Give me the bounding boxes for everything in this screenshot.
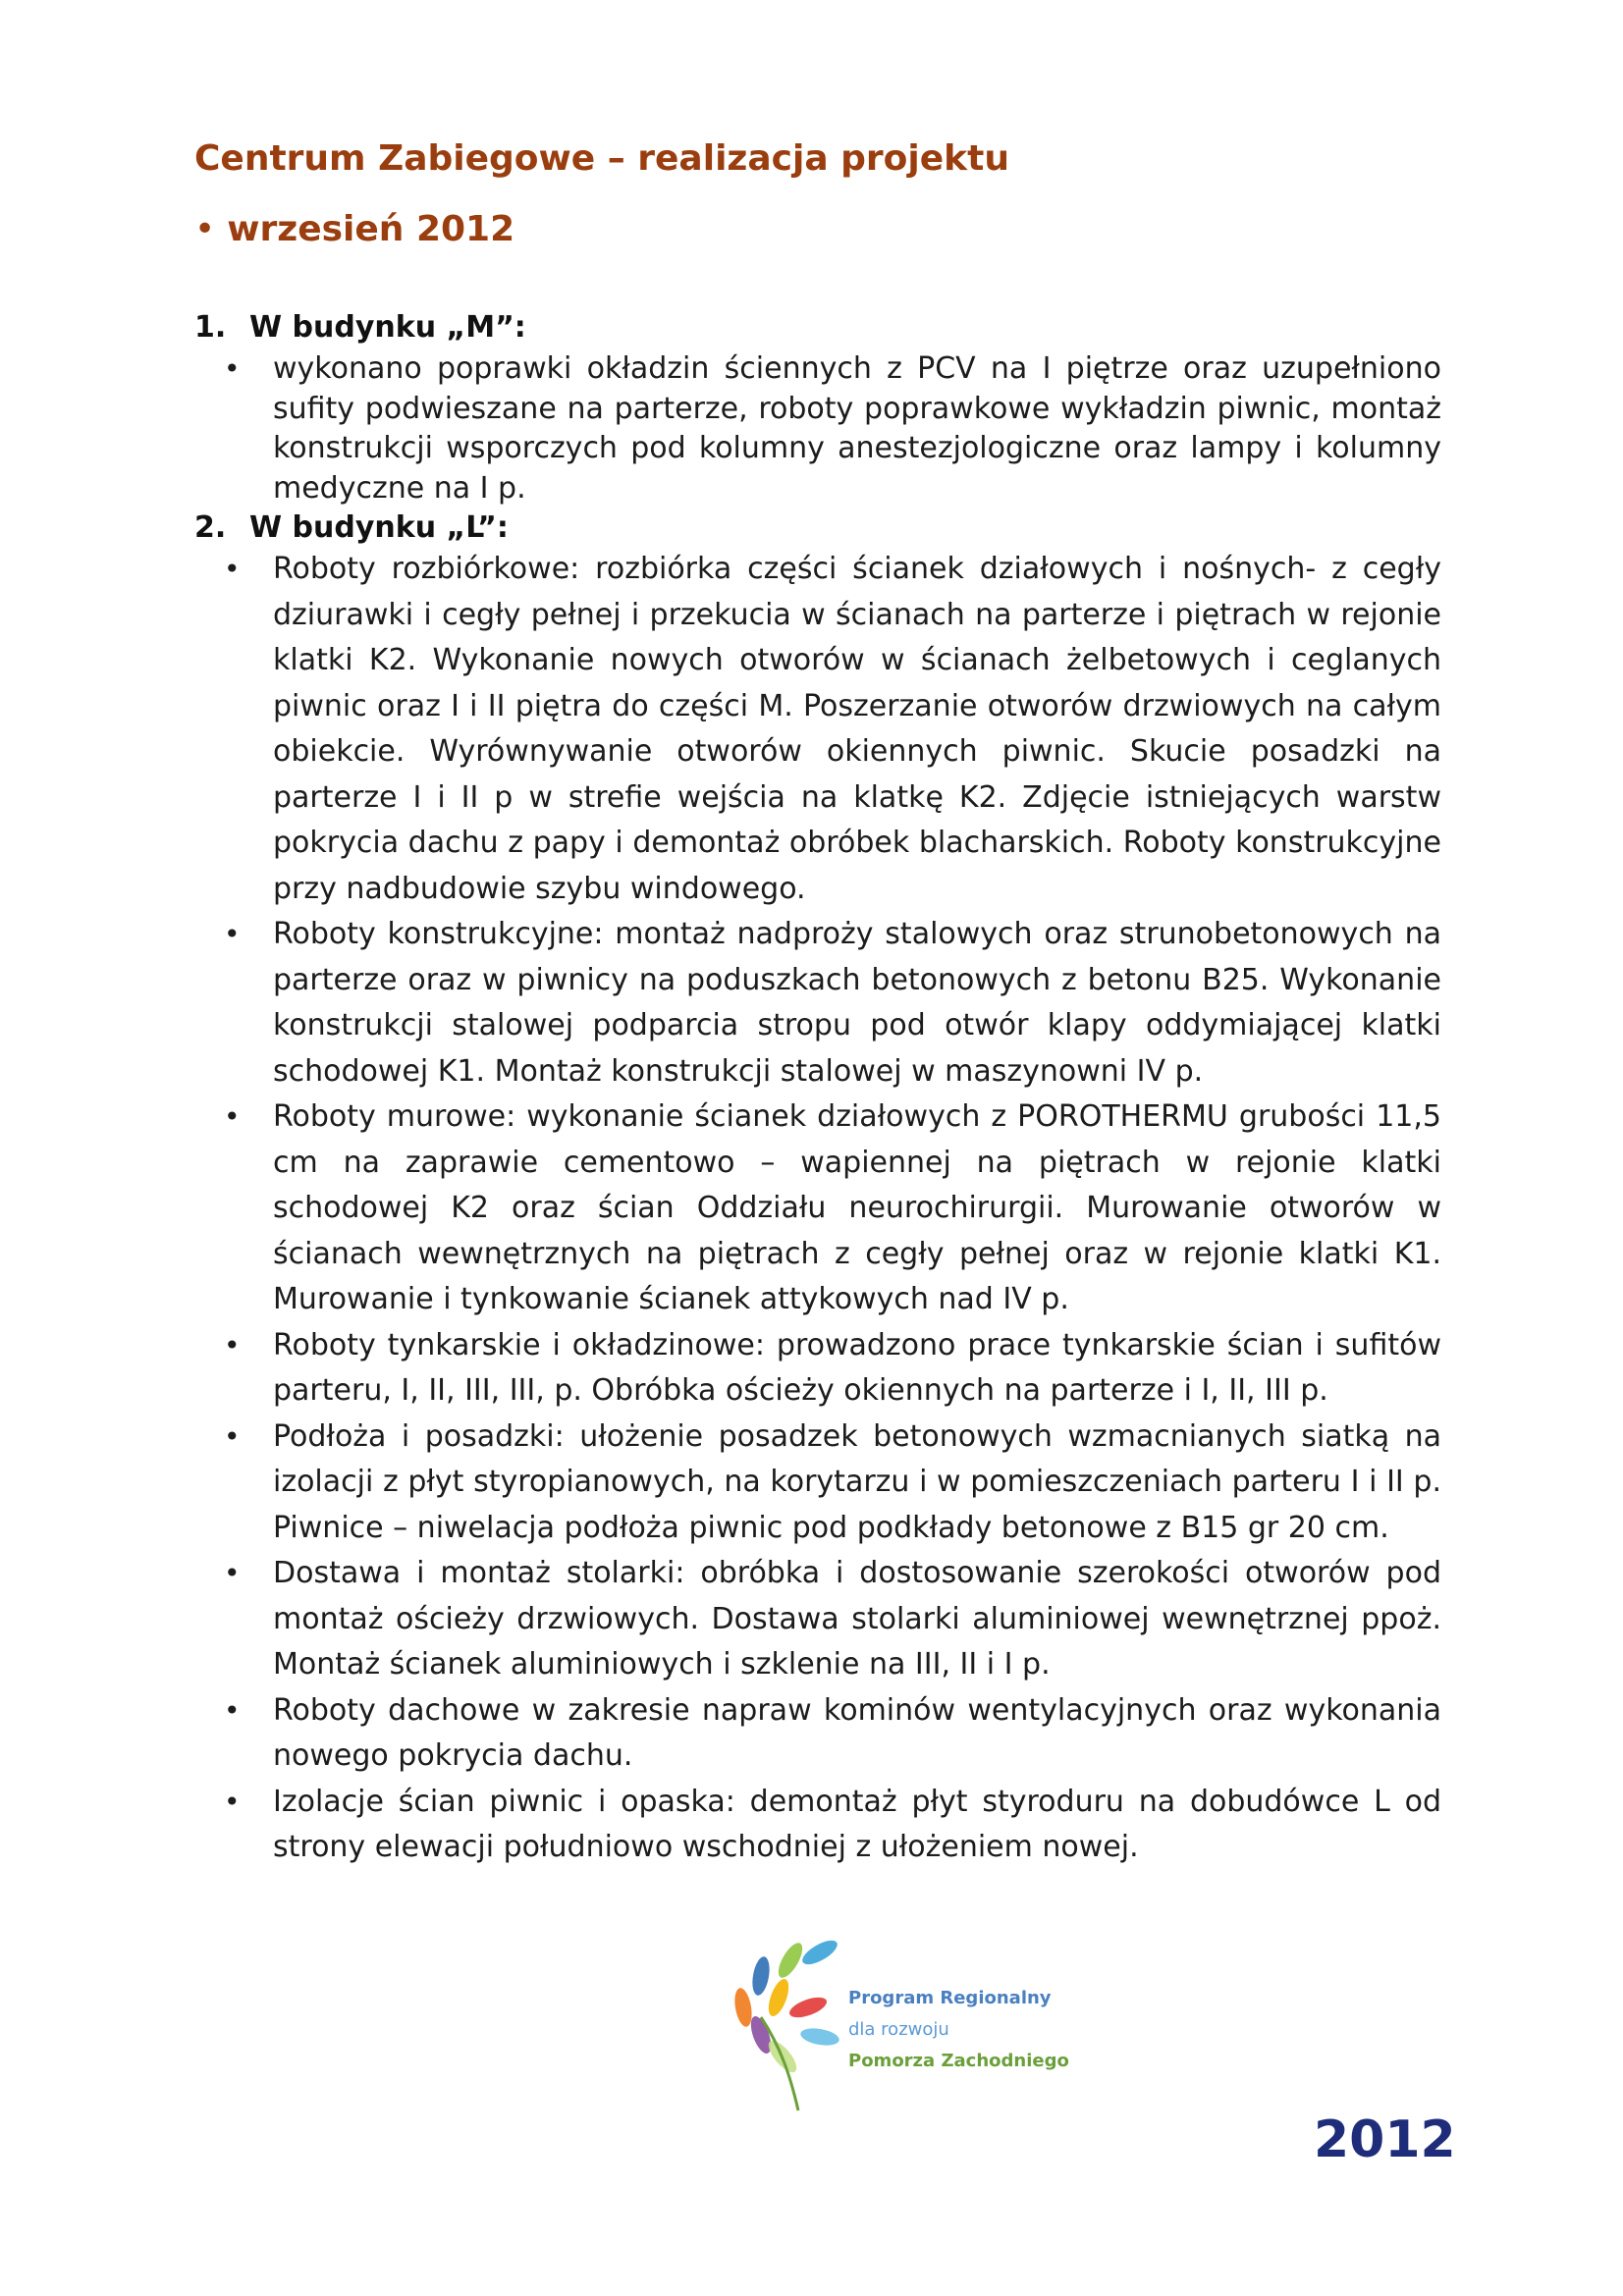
footer-year: 2012 [1314,2110,1456,2169]
leaf-icon [799,1939,841,1969]
leaf-icon [774,1940,807,1982]
leaf-icon-group [732,1939,841,2076]
section-m-list [224,349,1441,508]
leaf-icon [786,1994,829,2022]
section-heading-text: W budynku „M”: [249,310,526,345]
list-item: • Roboty tynkarskie i okładzinowe: prowadzono prace tynkarskie ścian i sufitów parteru, I, II, III, III, p. Obróbka ościeży okiennych na parterze i I, II, III p. [224,1323,1441,1415]
list-item: • Roboty murowe: wykonanie ścianek działowych z POROTHERMU grubości 11,5 cm na zaprawie cementowo – wapiennej na piętrach w rejonie klatki schodowej K2 oraz ścian Oddziału neurochirurgii. Murowanie otworów w ścianach wewnętrznych na piętrach z cegły pełnej oraz w rejonie klatki K1. Murowanie i tynkowanie ścianek attykowych nad IV p. [224,1095,1441,1323]
section-l-list [224,547,1441,1871]
list-item: • Podłoża i posadzki: ułożenie posadzek betonowych wzmacnianych siatką na izolacji z płyt styropianowych, na korytarzu i w pomieszczeniach parteru I i II p. Piwnice – niwelacja podłoża piwnic pod podkłady betonowe z B15 gr 20 cm. [224,1415,1441,1552]
subtitle-text: wrzesień 2012 [227,209,515,249]
list-item: • Roboty konstrukcyjne: montaż nadproży stalowych oraz strunobetonowych na parterze oraz w piwnicy na poduszkach betonowych z betonu B25. Wykonanie konstrukcji stalowej podparcia stropu pod otwór klapy oddymiającej klatki schodowej K1. Montaż konstrukcji stalowej w maszynowni IV p. [224,912,1441,1095]
page-subtitle [194,208,514,251]
leaf-icon [732,1987,755,2028]
section-number: 2. [194,510,227,545]
list-item: • Roboty dachowe w zakresie napraw kominów wentylacyjnych oraz wykonania nowego pokrycia dachu. [224,1688,1441,1780]
logo-text [848,1983,1069,2077]
section-heading-m [194,308,526,347]
list-item: • Roboty rozbiórkowe: rozbiórka części ścianek działowych i nośnych- z cegły dziurawki i cegły pełnej i przekucia w ścianach na parterze i piętrach w rejonie klatki K2. Wykonanie nowych otworów w ścianach żelbetowych i ceglanych piwnic oraz I i II piętra do części M. Poszerzanie otworów drzwiowych na całym obiekcie. Wyrównywanie otworów okiennych piwnic. Skucie posadzki na parterze I i II p w strefie wejścia na klatkę K2. Zdjęcie istniejących warstw pokrycia dachu z papy i demontaż obróbek blacharskich. Roboty konstrukcyjne przy nadbudowie szybu windowego. [224,547,1441,912]
logo-line-2: dla rozwoju [848,2019,949,2040]
list-item: • wykonano poprawki okładzin ściennych z PCV na I piętrze oraz uzupełniono sufity podwieszane na parterze, roboty poprawkowe wykładzin piwnic, montaż konstrukcji wsporczych pod kolumny anestezjologiczne oraz lampy i kolumny medyczne na I p. [224,349,1441,508]
leaf-icon [750,1955,773,1997]
list-item: • Dostawa i montaż stolarki: obróbka i dostosowanie szerokości otworów pod montaż ościeży drzwiowych. Dostawa stolarki aluminiowej wewnętrznej ppoż. Montaż ścianek aluminiowych i szklenie na III, II i I p. [224,1551,1441,1688]
section-heading-text: W budynku „L”: [249,510,509,545]
page-title: Centrum Zabiegowe – realizacja projektu [194,138,1009,179]
logo-line-1: Program Regionalny [848,1988,1052,2008]
bullet-icon: • [194,209,216,249]
section-number: 1. [194,310,227,345]
logo-line-3: Pomorza Zachodniego [848,2051,1069,2071]
leaf-icon [765,1976,793,2018]
list-item: • Izolacje ścian piwnic i opaska: demontaż płyt styroduru na dobudówce L od strony elewacji południowo wschodniej z ułożeniem nowej. [224,1780,1441,1871]
leaf-icon [799,2026,840,2049]
section-heading-l [194,508,509,548]
